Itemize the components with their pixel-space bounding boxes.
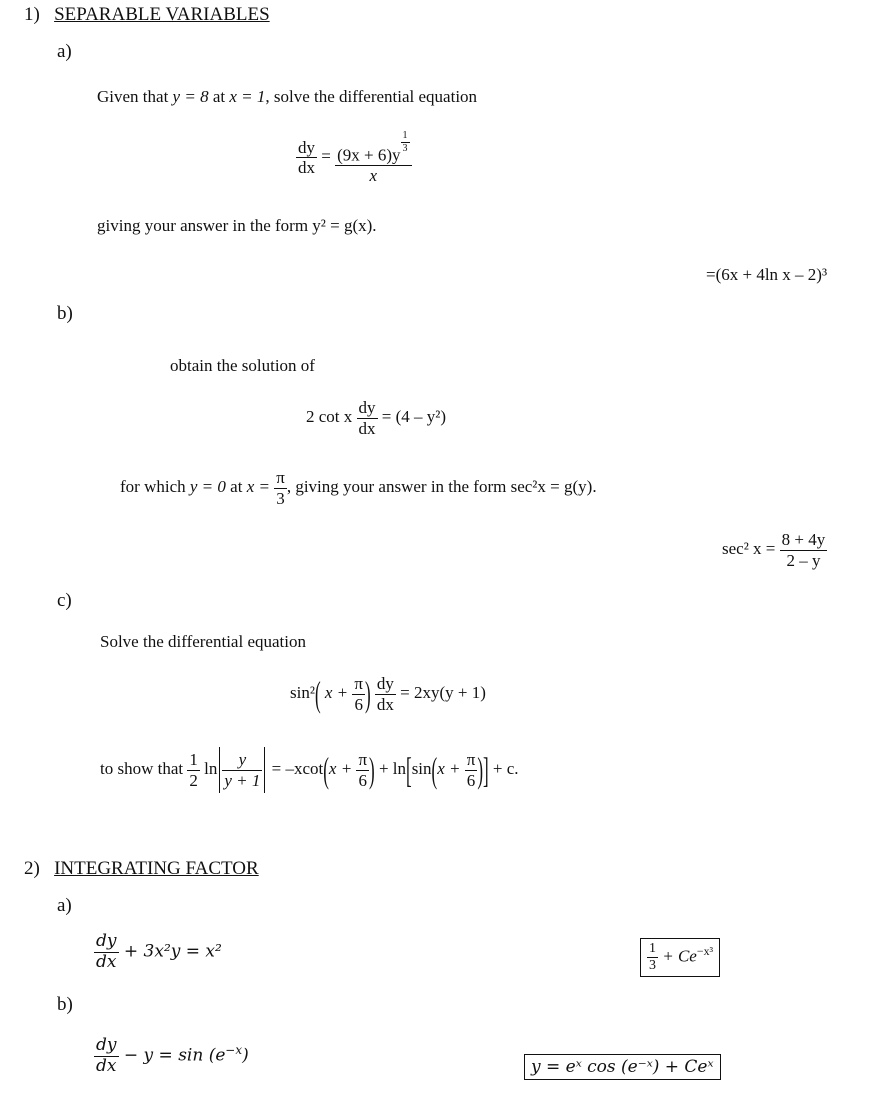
part-1a-answer: =(6x + 4ln x – 2)³ xyxy=(706,265,828,284)
section-1-number: 1) xyxy=(24,4,40,25)
part-1a-given: Given that y = 8 at x = 1, solve the differential equation xyxy=(97,87,478,106)
section-2-title: INTEGRATING FACTOR xyxy=(54,858,259,879)
section-2-heading xyxy=(24,858,259,880)
part-1b-intro: obtain the solution of xyxy=(170,356,315,375)
part-1a-label: a) xyxy=(57,41,72,62)
part-1c-label: c) xyxy=(57,590,72,611)
section-1-title: SEPARABLE VARIABLES xyxy=(54,4,270,25)
part-2b-equation: $\frac{dy}{dx}$ − $y = \sin (e^{-x})$ xyxy=(96,1035,249,1076)
part-2b-answer: y = eˣ cos (e⁻ˣ) + Ceˣ xyxy=(524,1054,721,1080)
part-1a-instruction: giving your answer in the form y² = g(x). xyxy=(97,216,377,235)
part-1b-answer: sec² x = $\frac{8 + 4y}{2 - y}$ xyxy=(722,530,826,570)
section-2-number: 2) xyxy=(24,858,40,879)
part-2a-equation: $\frac{dy}{dx}$ + 3x²y = x² xyxy=(96,931,222,972)
part-1b-condition: for which y = 0 at x = $\frac{\pi}{3}$ , giving your answer in the form sec²x = g(y). xyxy=(120,468,597,508)
part-1c-intro: Solve the differential equation xyxy=(100,632,306,651)
part-1c-show-that: to show that $\frac{1}{2}$ ln $\frac{y}{y + 1}$ = –xcot(x + $\frac{\pi}{6}$ ) + ln[sin(x + $\frac{\pi}{6}$ )] + c. xyxy=(100,747,519,793)
part-2a-label: a) xyxy=(57,895,72,916)
part-1b-label: b) xyxy=(57,303,73,324)
part-1a-equation: $\frac{dy}{dx}$ = (9x + 6)y $\frac{1}{3}$ x xyxy=(296,130,412,186)
part-2b-label: b) xyxy=(57,994,73,1015)
section-1-heading xyxy=(24,4,270,26)
part-1b-equation: 2 cot x $\frac{dy}{dx}$ = (4 – y²) xyxy=(306,398,447,438)
part-2a-answer: $\frac{1}{3}$ + $Ce^{-x^3}$ xyxy=(640,938,720,977)
part-1c-equation: sin²( x + $\frac{\pi}{6}$ ) $\frac{dy}{dx}$ = 2xy(y + 1) xyxy=(290,674,486,714)
